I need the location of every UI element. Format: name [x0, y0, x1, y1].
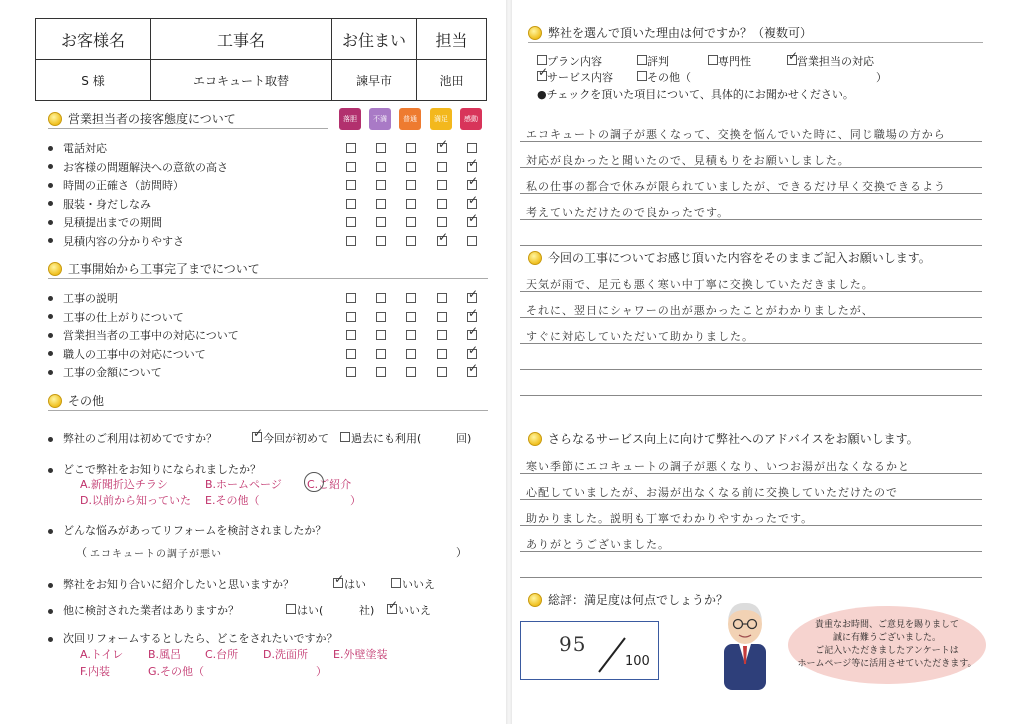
rating-checkbox[interactable]	[376, 236, 386, 246]
q1-past-close: 回)	[456, 432, 472, 445]
checkmark-icon: ✓	[438, 229, 449, 244]
reason-title	[528, 24, 812, 41]
question-worry	[48, 522, 326, 538]
rating-checkbox[interactable]	[406, 312, 416, 322]
thanks-line-1: 貴重なお時間、ご意見を賜りまして	[814, 619, 959, 630]
checkmark-icon: ✓	[468, 342, 479, 357]
rating-checkbox[interactable]	[376, 293, 386, 303]
rating-checkbox[interactable]	[406, 162, 416, 172]
q1-first-label: 今回が初めて	[263, 432, 329, 445]
rating-checkbox[interactable]	[467, 143, 477, 153]
survey-row-label: 工事の説明	[63, 292, 118, 305]
work-name: エコキュート取替	[151, 60, 332, 101]
rating-checkbox[interactable]	[376, 349, 386, 359]
score-max: 100	[625, 654, 650, 669]
bullet-dot	[48, 220, 53, 225]
rating-checkbox[interactable]	[346, 217, 356, 227]
rating-checkbox[interactable]	[346, 330, 356, 340]
handwritten-line: 考えていただけたので良かったです。	[526, 206, 730, 219]
q6-text: 次回リフォームするとしたら、どこをされたいですか？	[63, 632, 338, 645]
rating-checkbox[interactable]	[346, 199, 356, 209]
handwritten-line: 対応が良かったと聞いたので、見積もりをお願いしました。	[526, 154, 850, 167]
question-other-companies	[48, 602, 239, 618]
checkmark-icon: ✓	[468, 211, 479, 225]
score-box	[520, 621, 659, 680]
q3-text: どんな悩みがあってリフォームを検討されましたか？	[63, 524, 327, 537]
rating-checkbox[interactable]	[467, 236, 477, 246]
bullet-dot	[48, 201, 53, 206]
section2-underline	[48, 278, 488, 279]
staff-name: 池田	[417, 60, 487, 101]
thanks-bubble	[788, 606, 986, 684]
bulb-icon	[48, 262, 62, 276]
q5-text: 他に検討された業者はありますか？	[63, 604, 239, 617]
thanks-line-4: ホームページ等に活用させていただきます。	[797, 659, 977, 670]
checkmark-icon: ✓	[468, 305, 479, 320]
rating-checkbox[interactable]	[376, 330, 386, 340]
survey-row-label: 工事の金額について	[63, 366, 162, 379]
handwritten-line: 私の仕事の都合で休みが限られていましたが、できるだけ早く交換できるよう	[526, 180, 946, 193]
q4-yes-label: はい	[344, 578, 366, 591]
rating-checkbox[interactable]	[346, 143, 356, 153]
q4-no-label: いいえ	[402, 578, 435, 591]
reason-underline	[528, 42, 983, 43]
ruled-line	[520, 577, 982, 578]
reason-other-label: その他（	[647, 71, 691, 84]
header-work-label: 工事名	[151, 19, 332, 60]
rating-checkbox[interactable]	[346, 162, 356, 172]
section3-underline	[48, 410, 488, 411]
q5-no-label: いいえ	[398, 604, 431, 617]
rating-checkbox[interactable]	[376, 367, 386, 377]
checkmark-icon: ✓	[468, 324, 479, 338]
q1-past-checkbox[interactable]	[340, 432, 350, 442]
bulb-icon	[528, 432, 542, 446]
q2-option-c[interactable]: C.ご紹介	[307, 478, 352, 491]
q4-text: 弊社をお知り合いに紹介したいと思いますか？	[63, 578, 294, 591]
checkmark-icon: ✓	[388, 598, 399, 612]
ruled-line	[520, 395, 982, 396]
reason-expertise-label: 専門性	[718, 55, 751, 68]
q2-option-e-close: ）	[350, 494, 361, 507]
checkmark-icon: ✓	[468, 174, 479, 188]
rating-badge: 感動	[460, 108, 482, 130]
survey-row-label: 見積提出までの期間	[63, 216, 162, 229]
handwritten-line: それに、翌日にシャワーの出が悪かったことがわかりましたが、	[526, 304, 874, 317]
q6-option-d[interactable]: D.洗面所	[263, 648, 308, 661]
handwritten-line: 助かりました。説明も丁寧でわかりやすかったです。	[526, 512, 814, 525]
rating-checkbox[interactable]	[437, 367, 447, 377]
survey-row	[48, 346, 206, 362]
reason-note: ●チェックを頂いた項目について、具体的にお聞かせください。	[537, 88, 854, 101]
checkmark-icon: ✓	[468, 192, 479, 207]
section2-title	[48, 260, 260, 277]
rating-checkbox[interactable]	[376, 143, 386, 153]
rating-checkbox[interactable]	[437, 330, 447, 340]
survey-row	[48, 309, 184, 325]
rating-checkbox[interactable]	[437, 293, 447, 303]
survey-row-label: お客様の問題解決への意欲の高さ	[63, 160, 228, 174]
q1-past-label: 過去にも利用(	[351, 432, 422, 445]
checkmark-icon: ✓	[253, 426, 264, 440]
survey-row	[48, 290, 118, 306]
thanks-line-2: 誠に有難うございました。	[832, 632, 941, 643]
customer-name: S 様	[36, 60, 151, 101]
section2-title-text: 工事開始から工事完了までについて	[68, 262, 260, 276]
survey-row	[48, 214, 162, 230]
score-title-text: 総評：満足度は何点でしょうか？	[548, 593, 729, 607]
survey-row	[48, 177, 184, 193]
reason-title-text: 弊社を選んで頂いた理由は何ですか？（複数可）	[548, 26, 813, 40]
handwritten-line: ありがとうございました。	[526, 538, 670, 551]
checkmark-icon: ✓	[468, 361, 479, 375]
checkmark-icon: ✓	[334, 572, 345, 586]
bulb-icon	[48, 394, 62, 408]
handwritten-line: 天気が雨で、足元も悪く寒い中丁寧に交換していただきました。	[526, 278, 874, 291]
handwritten-line: すぐに対応していただいて助かりました。	[526, 330, 754, 343]
q3-close: ）	[456, 546, 467, 559]
q2-option-b[interactable]: B.ホームページ	[205, 478, 282, 491]
checkmark-icon: ✓	[438, 137, 449, 151]
survey-row-label: 営業担当者の工事中の対応について	[63, 329, 239, 342]
question-next-reform	[48, 630, 337, 646]
reason-other-checkbox[interactable]	[637, 71, 647, 81]
reason-reputation-checkbox[interactable]	[637, 55, 647, 65]
rating-checkbox[interactable]	[406, 217, 416, 227]
checkmark-icon: ✓	[468, 287, 479, 301]
score-title	[528, 591, 728, 608]
thanks-line-3: ご記入いただきましたアンケートは	[815, 646, 959, 656]
reason-expertise-checkbox[interactable]	[708, 55, 718, 65]
survey-row-label: 電話対応	[63, 142, 107, 155]
q2-option-d[interactable]: D.以前から知っていた	[80, 494, 191, 507]
section1-title	[48, 110, 236, 127]
staff-mascot-icon	[712, 598, 778, 690]
q6-option-b[interactable]: B.風呂	[148, 648, 182, 661]
checkmark-icon: ✓	[468, 155, 479, 170]
q1-text: 弊社のご利用は初めてですか？	[63, 432, 217, 445]
rating-checkbox[interactable]	[406, 293, 416, 303]
q5-yes-label: はい(	[297, 604, 324, 617]
q2-option-e[interactable]: E.その他（	[205, 494, 260, 507]
survey-row	[48, 140, 107, 156]
section1-title-text: 営業担当者の接客態度について	[68, 112, 236, 126]
circle-mark-icon	[304, 472, 324, 492]
checkmark-icon: ✓	[538, 65, 549, 79]
bullet-dot	[48, 370, 53, 375]
checkmark-icon: ✓	[788, 49, 799, 63]
reason-reputation-label: 評判	[647, 55, 669, 68]
q6-option-a[interactable]: A.トイレ	[80, 648, 124, 661]
rating-checkbox[interactable]	[437, 162, 447, 172]
rating-checkbox[interactable]	[346, 293, 356, 303]
rating-checkbox[interactable]	[376, 199, 386, 209]
survey-row-label: 職人の工事中の対応について	[63, 347, 206, 361]
rating-checkbox[interactable]	[406, 367, 416, 377]
handwritten-line: エコキュートの調子が悪くなって、交換を悩んでいた時に、同じ職場の方から	[526, 128, 946, 141]
q6-option-c[interactable]: C.台所	[205, 648, 239, 661]
q6-option-f[interactable]: F.内装	[80, 665, 111, 678]
header-staff-label: 担当	[417, 19, 487, 60]
reason-other-close: ）	[876, 71, 887, 84]
rating-checkbox[interactable]	[406, 143, 416, 153]
advice-title	[528, 430, 919, 447]
rating-checkbox[interactable]	[406, 180, 416, 190]
ruled-line	[520, 245, 982, 246]
q4-no-checkbox[interactable]	[391, 578, 401, 588]
rating-checkbox[interactable]	[406, 330, 416, 340]
rating-checkbox[interactable]	[376, 312, 386, 322]
rating-checkbox[interactable]	[406, 349, 416, 359]
bullet-dot	[48, 333, 53, 338]
q3-open: （	[76, 546, 87, 559]
question-recommend	[48, 576, 294, 592]
handwritten-line: 寒い季節にエコキュートの調子が悪くなり、いつお湯が出なくなるかと	[526, 460, 910, 473]
bullet-dot	[48, 146, 53, 151]
q6-option-g-close: ）	[316, 665, 327, 678]
survey-row-label: 時間の正確さ（訪問時）	[63, 179, 184, 192]
rating-checkbox[interactable]	[437, 199, 447, 209]
q2-text: どこで弊社をお知りになられましたか？	[63, 463, 261, 476]
ruled-line	[520, 369, 982, 370]
survey-row-label: 服装・身だしなみ	[63, 197, 151, 211]
rating-checkbox[interactable]	[406, 236, 416, 246]
reason-sales-label: 営業担当の対応	[797, 55, 874, 68]
rating-badge: 落胆	[339, 108, 361, 130]
q3-answer: エコキュートの調子が悪い	[90, 549, 222, 560]
survey-row	[48, 196, 151, 212]
rating-checkbox[interactable]	[437, 349, 447, 359]
score-value: 95	[559, 632, 587, 656]
reason-plan-label: プラン内容	[547, 55, 602, 68]
rating-checkbox[interactable]	[376, 162, 386, 172]
area-name: 諫早市	[332, 60, 417, 101]
survey-row	[48, 327, 239, 343]
rating-checkbox[interactable]	[437, 312, 447, 322]
rating-checkbox[interactable]	[376, 180, 386, 190]
bullet-dot	[48, 183, 53, 188]
handwritten-line: 心配していましたが、お湯が出なくなる前に交換していただけたので	[526, 486, 898, 499]
bullet-dot	[48, 296, 53, 301]
rating-checkbox[interactable]	[346, 367, 356, 377]
question-how-known	[48, 461, 261, 477]
header-customer-label: お客様名	[36, 19, 151, 60]
bullet-dot	[48, 314, 53, 319]
q2-option-a[interactable]: A.新聞折込チラシ	[80, 478, 168, 491]
section1-underline	[48, 128, 328, 129]
impression-title	[528, 249, 931, 266]
section3-title	[48, 392, 104, 409]
reason-service-label: サービス内容	[547, 71, 613, 84]
bullet-dot	[48, 351, 53, 356]
q5-yes-checkbox[interactable]	[286, 604, 296, 614]
survey-row-label: 見積内容の分かりやすさ	[63, 234, 184, 248]
section3-title-text: その他	[68, 394, 105, 408]
rating-badge: 普通	[399, 108, 421, 130]
bullet-dot	[48, 238, 53, 243]
rating-checkbox[interactable]	[346, 180, 356, 190]
reason-plan-checkbox[interactable]	[537, 55, 547, 65]
q6-option-g[interactable]: G.その他（	[148, 665, 205, 678]
bulb-icon	[48, 112, 62, 126]
advice-title-text: さらなるサービス向上に向けて弊社へのアドバイスをお願いします。	[548, 432, 919, 446]
bulb-icon	[528, 26, 542, 40]
survey-row-label: 工事の仕上がりについて	[63, 310, 184, 324]
survey-row	[48, 233, 184, 249]
q6-option-e[interactable]: E.外壁塗装	[333, 648, 388, 661]
question-first-time	[48, 430, 217, 446]
rating-checkbox[interactable]	[437, 180, 447, 190]
rating-checkbox[interactable]	[437, 217, 447, 227]
rating-checkbox[interactable]	[346, 349, 356, 359]
bullet-dot	[48, 164, 53, 169]
bulb-icon	[528, 251, 542, 265]
q5-yes-close: 社)	[359, 604, 375, 617]
rating-badge: 不満	[369, 108, 391, 130]
bulb-icon	[528, 593, 542, 607]
survey-row	[48, 159, 228, 175]
rating-checkbox[interactable]	[346, 236, 356, 246]
customer-info-table	[35, 18, 487, 101]
rating-badge: 満足	[430, 108, 452, 130]
impression-title-text: 今回の工事についてお感じ頂いた内容をそのままご記入お願いします。	[548, 251, 931, 265]
rating-checkbox[interactable]	[376, 217, 386, 227]
survey-row	[48, 364, 162, 380]
rating-checkbox[interactable]	[346, 312, 356, 322]
rating-checkbox[interactable]	[406, 199, 416, 209]
header-area-label: お住まい	[332, 19, 417, 60]
